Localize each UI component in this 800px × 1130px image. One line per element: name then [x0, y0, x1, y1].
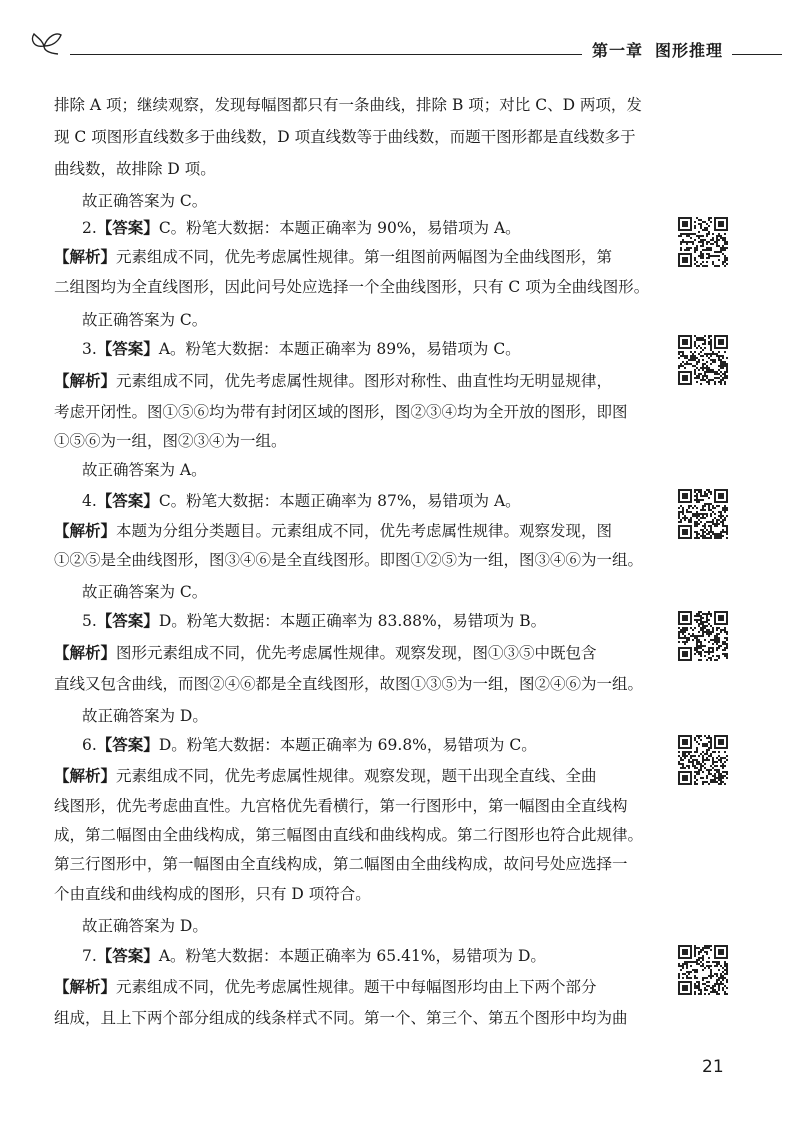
answer-conclusion: 故正确答案为 A。 — [82, 461, 207, 479]
answer-line: 6.【答案】D。粉笔大数据：本题正确率为 69.8%，易错项为 C。 — [82, 736, 537, 754]
answer-conclusion: 故正确答案为 C。 — [82, 583, 208, 601]
text-line: 考虑开闭性。图①⑤⑥均为带有封闭区域的图形，图②③④均为全开放的图形，即图 — [54, 403, 628, 421]
analysis-line: 【解析】元素组成不同，优先考虑属性规律。图形对称性、曲直性均无明显规律， — [54, 372, 613, 390]
analysis-line: 【解析】元素组成不同，优先考虑属性规律。第一组图前两幅图为全曲线图形，第 — [54, 248, 613, 266]
page-number: 21 — [702, 1057, 724, 1077]
answer-conclusion: 故正确答案为 C。 — [82, 311, 208, 329]
qr-code-icon[interactable] — [678, 945, 728, 995]
text-line: 个由直线和曲线构成的图形，只有 D 项符合。 — [54, 885, 371, 903]
qr-code-icon[interactable] — [678, 489, 728, 539]
answer-line: 2.【答案】C。粉笔大数据：本题正确率为 90%，易错项为 A。 — [82, 219, 521, 237]
section-title: 图形推理 — [655, 41, 724, 60]
answer-line: 4.【答案】C。粉笔大数据：本题正确率为 87%，易错项为 A。 — [82, 492, 521, 510]
answer-conclusion: 故正确答案为 D。 — [82, 707, 208, 725]
text-line: 线图形，优先考虑曲直性。九宫格优先看横行，第一行图形中，第一幅图由全直线构 — [54, 797, 628, 815]
analysis-line: 【解析】本题为分组分类题目。元素组成不同，优先考虑属性规律。观察发现，图 — [54, 522, 613, 540]
answer-conclusion: 故正确答案为 C。 — [82, 192, 208, 210]
answer-conclusion: 故正确答案为 D。 — [82, 917, 208, 935]
text-line: ①②⑤是全曲线图形，图③④⑥是全直线图形。即图①②⑤为一组，图③④⑥为一组。 — [54, 551, 644, 569]
chapter-title: 第一章 — [592, 41, 644, 60]
text-line: 排除 A 项；继续观察，发现每幅图都只有一条曲线，排除 B 项；对比 C、D 两项，发 — [54, 96, 642, 114]
qr-code-icon[interactable] — [678, 335, 728, 385]
text-line: 成，第二幅图由全曲线构成，第三幅图由直线和曲线构成。第二行图形也符合此规律。 — [54, 826, 644, 844]
analysis-line: 【解析】图形元素组成不同，优先考虑属性规律。观察发现，图①③⑤中既包含 — [54, 644, 597, 662]
text-line: 二组图均为全直线图形，因此问号处应选择一个全曲线图形，只有 C 项为全曲线图形。 — [54, 278, 650, 296]
qr-code-icon[interactable] — [678, 611, 728, 661]
answer-line: 5.【答案】D。粉笔大数据：本题正确率为 83.88%，易错项为 B。 — [82, 612, 547, 630]
text-line: 第三行图形中，第一幅图由全直线构成，第二幅图由全曲线构成，故问号处应选择一 — [54, 855, 628, 873]
qr-code-icon[interactable] — [678, 735, 728, 785]
text-line: 曲线数，故排除 D 项。 — [54, 160, 216, 178]
text-line: 现 C 项图形直线数多于曲线数，D 项直线数等于曲线数，而题干图形都是直线数多于 — [54, 128, 636, 146]
qr-code-icon[interactable] — [678, 217, 728, 267]
answer-line: 3.【答案】A。粉笔大数据：本题正确率为 89%，易错项为 C。 — [82, 340, 521, 358]
analysis-line: 【解析】元素组成不同，优先考虑属性规律。题干中每幅图形均由上下两个部分 — [54, 978, 597, 996]
answer-line: 7.【答案】A。粉笔大数据：本题正确率为 65.41%，易错项为 D。 — [82, 947, 546, 965]
text-line: 直线又包含曲线，而图②④⑥都是全直线图形，故图①③⑤为一组，图②④⑥为一组。 — [54, 675, 644, 693]
text-line: 组成，且上下两个部分组成的线条样式不同。第一个、第三个、第五个图形中均为曲 — [54, 1009, 628, 1027]
text-line: ①⑤⑥为一组，图②③④为一组。 — [54, 432, 287, 450]
analysis-line: 【解析】元素组成不同，优先考虑属性规律。观察发现，题干出现全直线、全曲 — [54, 767, 597, 785]
